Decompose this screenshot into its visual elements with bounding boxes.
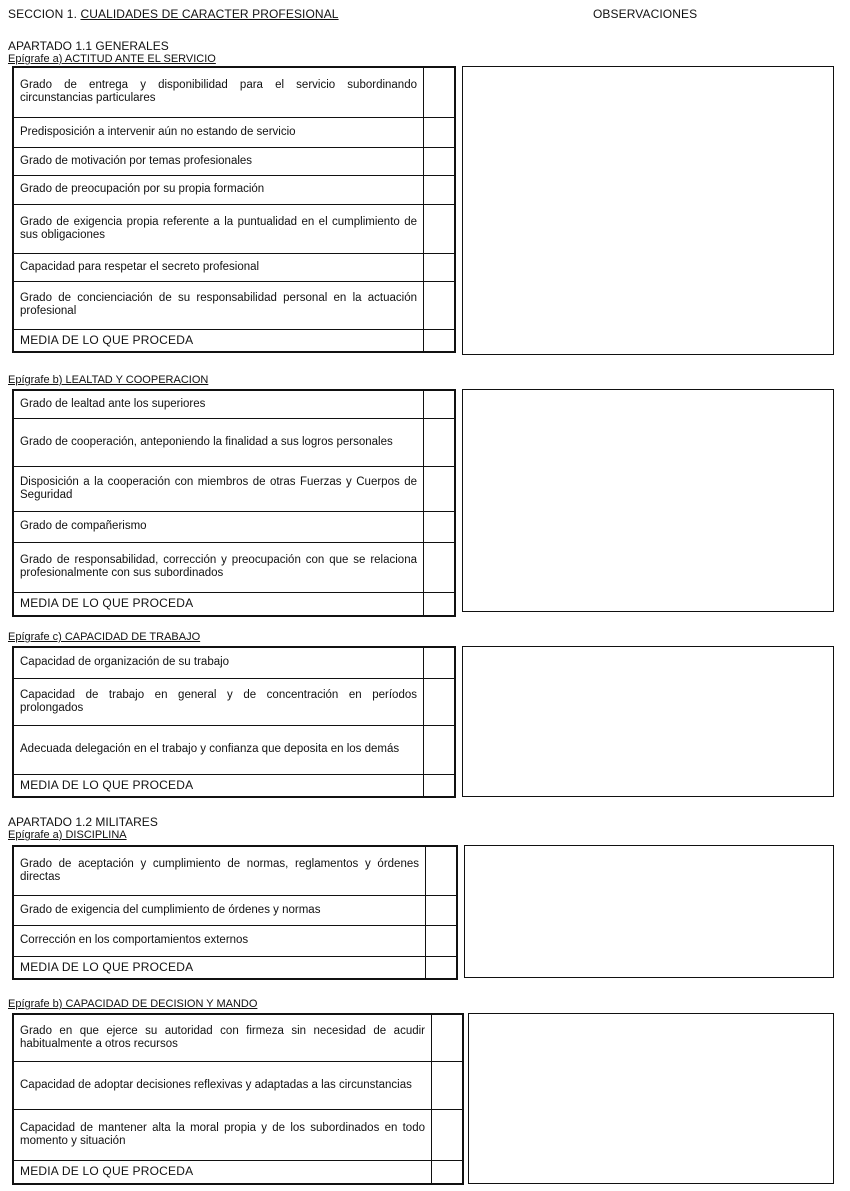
criterion-label: Grado de exigencia del cumplimiento de órdenes y normas <box>13 895 426 925</box>
criteria-table-actitud <box>12 66 456 353</box>
score-box[interactable] <box>426 846 458 895</box>
epigrafe-heading-trabajo: Epígrafe c) CAPACIDAD DE TRABAJO <box>8 631 201 643</box>
criterion-label: Capacidad de trabajo en general y de concentración en períodos prolongados <box>13 678 424 725</box>
section-heading <box>8 7 339 21</box>
criterion-label: Grado de cooperación, anteponiendo la finalidad a sus logros personales <box>13 418 424 466</box>
epigrafe-heading-disciplina: Epígrafe a) DISCIPLINA <box>8 829 127 841</box>
criterion-label: Corrección en los comportamientos externos <box>13 925 426 956</box>
criterion-label: Capacidad para respetar el secreto profesional <box>13 253 424 281</box>
score-box[interactable] <box>424 418 456 466</box>
score-box[interactable] <box>432 1014 464 1061</box>
score-box[interactable] <box>424 281 456 329</box>
criterion-label: Grado de exigencia propia referente a la puntualidad en el cumplimiento de sus obligaciones <box>13 204 424 253</box>
score-box[interactable] <box>424 647 456 678</box>
average-label: MEDIA DE LO QUE PROCEDA <box>13 1160 432 1184</box>
score-box[interactable] <box>424 390 456 418</box>
section-title: CUALIDADES DE CARACTER PROFESIONAL <box>80 7 339 21</box>
observations-box-lealtad[interactable] <box>462 389 834 612</box>
criteria-table-trabajo <box>12 646 456 798</box>
score-box[interactable] <box>432 1061 464 1109</box>
score-box[interactable] <box>426 895 458 925</box>
score-box[interactable] <box>424 678 456 725</box>
criterion-label: Grado de compañerismo <box>13 511 424 542</box>
average-label: MEDIA DE LO QUE PROCEDA <box>13 774 424 797</box>
observations-box-mando[interactable] <box>468 1013 834 1184</box>
criterion-label: Grado de aceptación y cumplimiento de normas, reglamentos y órdenes directas <box>13 846 426 895</box>
score-box[interactable] <box>424 147 456 175</box>
average-label: MEDIA DE LO QUE PROCEDA <box>13 956 426 979</box>
observations-box-trabajo[interactable] <box>462 646 834 797</box>
criteria-table-mando <box>12 1013 464 1185</box>
score-box[interactable] <box>424 253 456 281</box>
criterion-label: Grado de entrega y disponibilidad para el servicio subordinando circunstancias particulares <box>13 67 424 117</box>
score-box[interactable] <box>424 466 456 511</box>
epigrafe-heading-lealtad: Epígrafe b) LEALTAD Y COOPERACION <box>8 374 209 386</box>
section-number: SECCION 1. <box>8 7 78 21</box>
observations-box-actitud[interactable] <box>462 66 834 355</box>
observations-box-disciplina[interactable] <box>464 845 834 978</box>
criterion-label: Disposición a la cooperación con miembros de otras Fuerzas y Cuerpos de Seguridad <box>13 466 424 511</box>
criterion-label: Adecuada delegación en el trabajo y confianza que deposita en los demás <box>13 725 424 774</box>
score-box[interactable] <box>424 511 456 542</box>
score-box[interactable] <box>432 1109 464 1160</box>
epigrafe-heading-mando: Epígrafe b) CAPACIDAD DE DECISION Y MANDO <box>8 998 258 1010</box>
average-score-box[interactable] <box>424 774 456 797</box>
average-score-box[interactable] <box>426 956 458 979</box>
apartado-1-2-heading: APARTADO 1.2 MILITARES <box>8 815 158 829</box>
criterion-label: Predisposición a intervenir aún no estando de servicio <box>13 117 424 147</box>
score-box[interactable] <box>424 725 456 774</box>
criterion-label: Capacidad de mantener alta la moral propia y de los subordinados en todo momento y situación <box>13 1109 432 1160</box>
score-box[interactable] <box>424 204 456 253</box>
criterion-label: Grado de preocupación por su propia formación <box>13 175 424 204</box>
score-box[interactable] <box>424 67 456 117</box>
average-score-box[interactable] <box>424 329 456 352</box>
criterion-label: Grado de lealtad ante los superiores <box>13 390 424 418</box>
criterion-label: Grado de motivación por temas profesionales <box>13 147 424 175</box>
criterion-label: Grado en que ejerce su autoridad con firmeza sin necesidad de acudir habitualmente a otros recursos <box>13 1014 432 1061</box>
criterion-label: Grado de responsabilidad, corrección y preocupación con que se relaciona profesionalmente con sus subordinados <box>13 542 424 592</box>
average-score-box[interactable] <box>424 592 456 616</box>
epigrafe-heading-actitud: Epígrafe a) ACTITUD ANTE EL SERVICIO <box>8 53 216 65</box>
score-box[interactable] <box>424 117 456 147</box>
criteria-table-lealtad <box>12 389 456 617</box>
observations-heading: OBSERVACIONES <box>593 7 698 21</box>
score-box[interactable] <box>424 175 456 204</box>
criterion-label: Capacidad de adoptar decisiones reflexivas y adaptadas a las circunstancias <box>13 1061 432 1109</box>
score-box[interactable] <box>426 925 458 956</box>
average-label: MEDIA DE LO QUE PROCEDA <box>13 329 424 352</box>
average-score-box[interactable] <box>432 1160 464 1184</box>
criteria-table-disciplina <box>12 845 458 980</box>
average-label: MEDIA DE LO QUE PROCEDA <box>13 592 424 616</box>
score-box[interactable] <box>424 542 456 592</box>
apartado-1-1-heading: APARTADO 1.1 GENERALES <box>8 39 169 53</box>
criterion-label: Capacidad de organización de su trabajo <box>13 647 424 678</box>
criterion-label: Grado de concienciación de su responsabilidad personal en la actuación profesional <box>13 281 424 329</box>
